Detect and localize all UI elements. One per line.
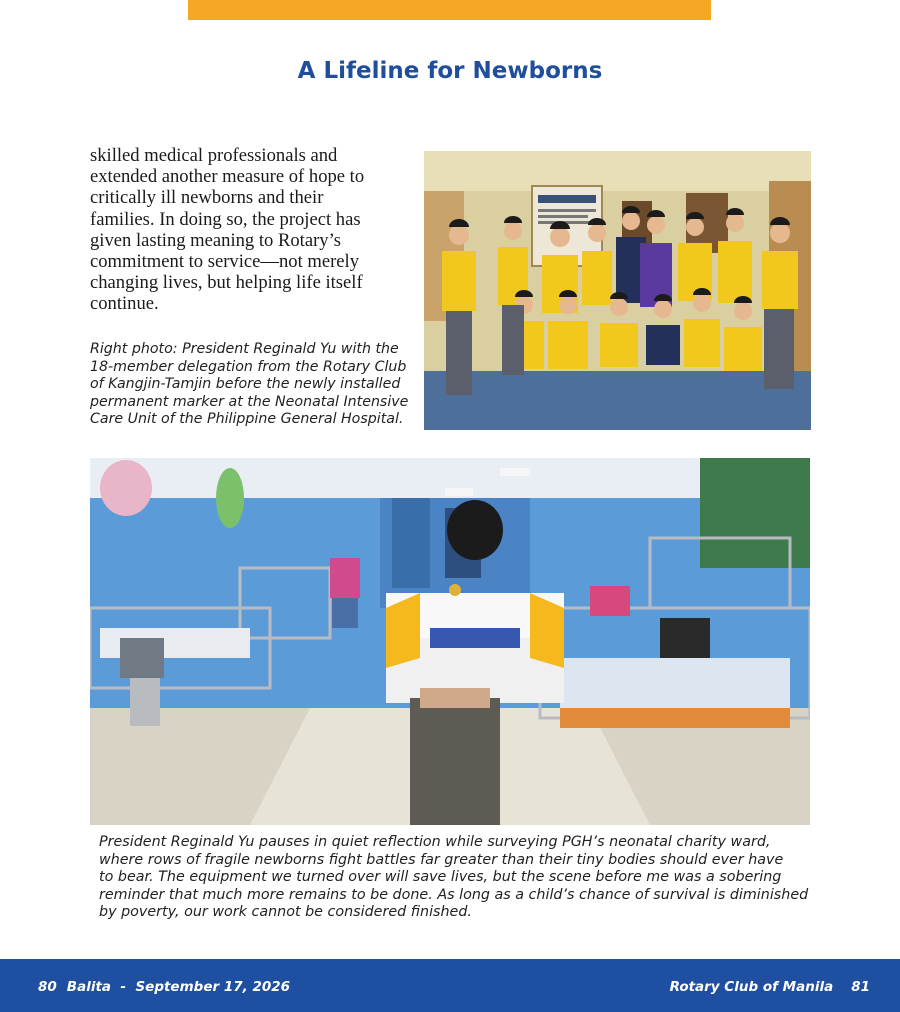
footer-separator: - xyxy=(120,979,127,995)
delegation-photo-caption xyxy=(90,341,420,429)
neonatal-ward-photo xyxy=(90,458,810,825)
body-line: extended another measure of hope to xyxy=(90,166,365,188)
footer-right xyxy=(670,979,870,995)
caption-line: permanent marker at the Neonatal Intensive xyxy=(90,393,409,410)
body-line: changing lives, but helping life itself xyxy=(90,272,363,294)
caption-line: where rows of fragile newborns fight battles far greater than their tiny bodies should ever have xyxy=(99,851,784,868)
body-line: critically ill newborns and their xyxy=(90,187,324,209)
left-page-number: 80 xyxy=(38,979,57,995)
article-body-text xyxy=(90,145,410,315)
delegation-group-photo xyxy=(424,151,811,430)
club-name: Rotary Club of Manila xyxy=(669,979,834,995)
body-line: families. In doing so, the project has xyxy=(90,208,361,230)
caption-line: Care Unit of the Philippine General Hospital. xyxy=(90,411,404,428)
body-line: continue. xyxy=(90,293,159,315)
body-line: commitment to service—not merely xyxy=(90,251,360,273)
right-page-number: 81 xyxy=(851,979,870,995)
page-footer xyxy=(0,959,900,1012)
caption-line: Right photo: President Reginald Yu with the xyxy=(90,341,399,357)
caption-line: President Reginald Yu pauses in quiet reflection while surveying PGH’s neonatal charity ward, xyxy=(99,834,771,850)
caption-line: 18-member delegation from the Rotary Club xyxy=(90,358,407,375)
caption-line: of Kangjin-Tamjin before the newly installed xyxy=(90,376,401,393)
issue-date: September 17, 2026 xyxy=(135,979,291,995)
body-line: given lasting meaning to Rotary’s xyxy=(90,229,341,251)
ward-photo-caption xyxy=(99,834,819,922)
body-line: skilled medical professionals and xyxy=(90,145,338,166)
publication-name: Balita xyxy=(66,979,112,995)
footer-left xyxy=(38,979,290,995)
caption-line: to bear. The equipment we turned over will save lives, but the scene before me was a sobering xyxy=(99,869,782,886)
page-title: A Lifeline for Newborns xyxy=(297,58,603,84)
caption-line: by poverty, our work cannot be considered finished. xyxy=(99,904,472,921)
caption-line: reminder that much more remains to be done. As long as a child’s chance of survival is diminished xyxy=(99,886,809,903)
top-accent-bar xyxy=(188,0,711,20)
